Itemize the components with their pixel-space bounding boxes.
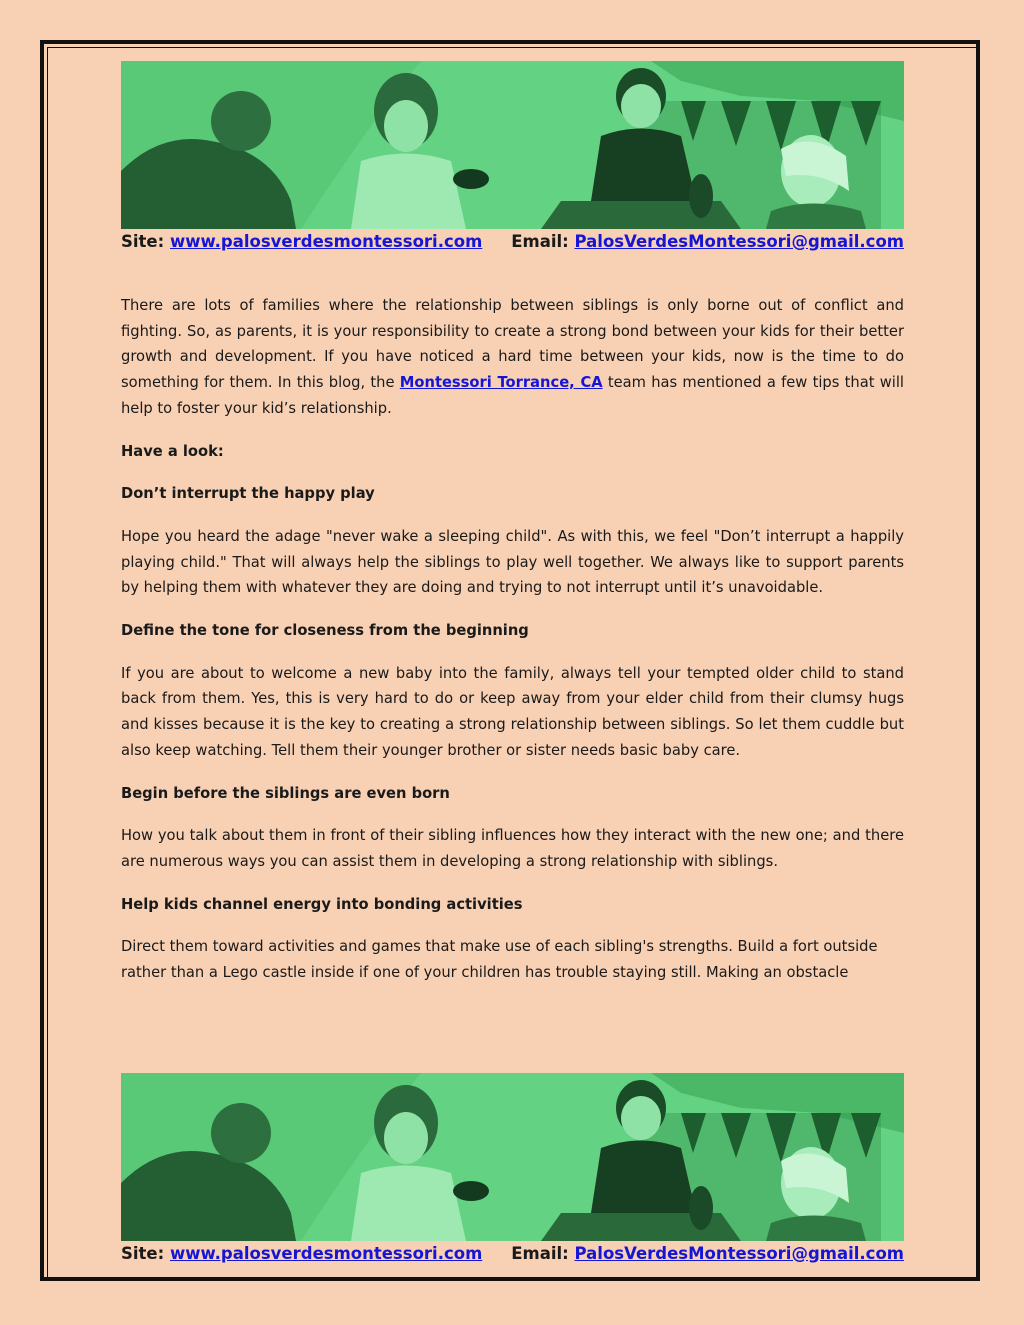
footer-site-link[interactable]: www.palosverdesmontessori.com [169, 1243, 483, 1263]
intro-paragraph [121, 293, 904, 422]
footer-email-link[interactable]: PalosVerdesMontessori@gmail.com [574, 1243, 904, 1263]
section-paragraph: How you talk about them in front of their sibling influences how they interact with the new one; and there are numerous ways you can assist them in developing a strong relationship with siblings. [121, 827, 904, 870]
footer-banner-image [121, 1073, 904, 1241]
header-email-label: Email: [511, 231, 569, 251]
intro-text-end: team has mentioned a few tips that will help to foster your kid’s relationship. [121, 374, 904, 417]
montessori-torrance-link[interactable]: Montessori Torrance, CA [399, 374, 603, 392]
header-email-link[interactable]: PalosVerdesMontessori@gmail.com [574, 231, 904, 251]
footer-site-label: Site: [121, 1243, 165, 1263]
header-site-label: Site: [121, 231, 165, 251]
section-heading: Help kids channel energy into bonding activities [121, 895, 523, 913]
footer-site [121, 1244, 482, 1263]
header-email [511, 232, 904, 251]
intro-text-start: There are lots of families where the relationship between siblings is only borne out of conflict and fighting. So, as parents, it is your responsibility to create a strong bond between your kids for their better growth and development. If you have noticed a hard time between your kids, now is the time to do something for them. In this blog, the [121, 297, 904, 392]
footer-contact-row [121, 1240, 904, 1266]
header-site [121, 232, 482, 251]
header-site-link[interactable]: www.palosverdesmontessori.com [169, 231, 483, 251]
section-paragraph: If you are about to welcome a new baby into the family, always tell your tempted older child to stand back from them. Yes, this is very hard to do or keep away from your elder child from their clumsy hugs and kisses because it is the key to creating a strong relationship between siblings. So let them cuddle but also keep watching. Tell them their younger brother or sister needs basic baby care. [121, 664, 904, 759]
header-contact-row [121, 228, 904, 254]
article-body [121, 293, 904, 1003]
section-heading: Begin before the siblings are even born [121, 784, 450, 802]
section-paragraph: Hope you heard the adage "never wake a sleeping child". As with this, we feel "Don’t interrupt a happily playing child." That will always help the siblings to play well together. We always like to support parents by helping them with whatever they are doing and trying to not interrupt until it’s unavoidable. [121, 527, 904, 597]
header-banner-image [121, 61, 904, 229]
have-a-look-heading: Have a look: [121, 442, 224, 460]
section-heading: Define the tone for closeness from the beginning [121, 622, 529, 640]
footer-email-label: Email: [511, 1243, 569, 1263]
section-heading: Don’t interrupt the happy play [121, 485, 375, 503]
footer-email [511, 1244, 904, 1263]
section-paragraph: Direct them toward activities and games that make use of each sibling's strengths. Build a fort outside rather than a Lego castle inside if one of your children has trouble staying still. Making an obstacle [121, 938, 878, 982]
